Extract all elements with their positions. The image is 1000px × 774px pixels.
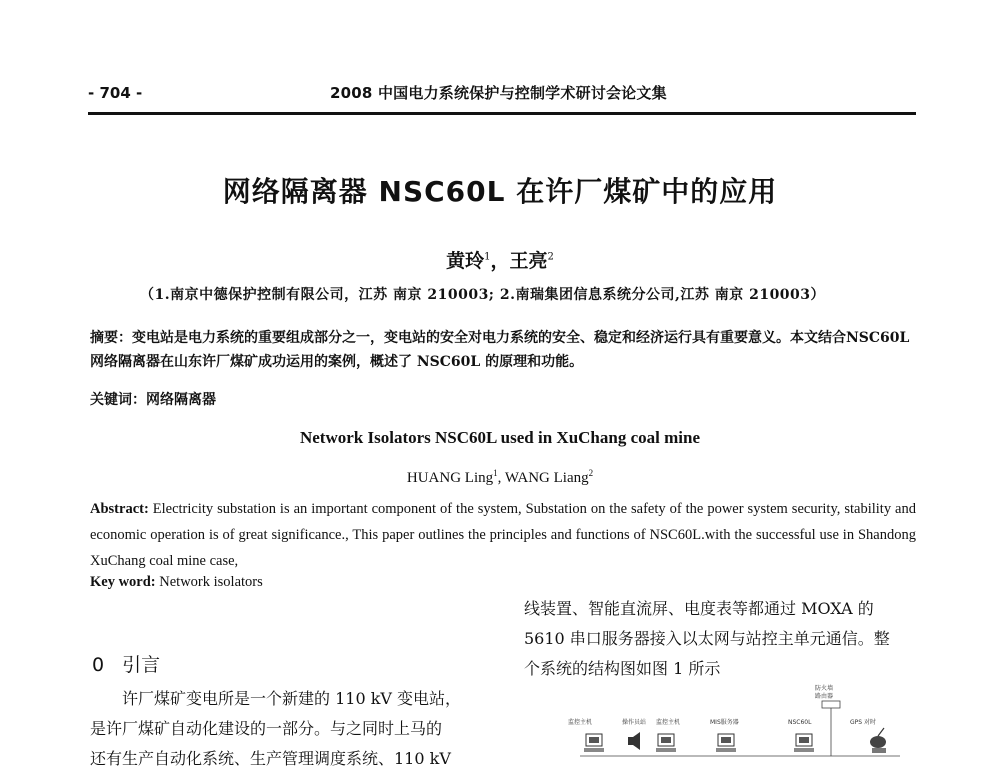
section-heading [92,650,160,677]
affiliation-marker: 1 [493,468,498,478]
keywords-en [90,574,263,591]
affiliation-cn: （1.南京中德保护控制有限公司，江苏 南京 210003; 2.南瑞集团信息系统分公司,江苏 南京 210003） [140,287,826,303]
author-name: 王亮 [509,250,548,272]
author-name: 黄玲 [446,250,485,272]
keywords-label: 关键词： [90,392,146,408]
figure-label: NSC60L [788,719,812,726]
authors-en [0,468,1000,487]
figure-label: 监控主机 [656,719,681,726]
computer-icon [716,734,736,752]
affiliation-marker: 2 [588,468,594,478]
section-title: 引言 [122,654,161,676]
figure-label: 操作员站 [622,719,647,726]
abstract-text: Electricity substation is an important component of the system, Substation on the safety of the power system security, stability and economic operation is of great significance., This paper outlines the principles and functions of NSC60L.with the successful use in Shandong XuChang coal mine case, [90,501,916,569]
page-number: - 704 - [88,84,143,102]
abstract-cn [90,326,916,374]
system-structure-figure [560,684,916,760]
section-number: 0 [92,654,105,676]
author-separator: , [497,470,505,486]
network-diagram [560,684,916,760]
affiliation-marker: 1 [484,251,491,263]
body-line: 线装置、智能直流屏、电度表等都通过 MOXA 的 [524,599,874,618]
header-rule [88,112,916,115]
figure-label: MIS服务器 [710,719,739,726]
abstract-label: Abstract: [90,501,149,517]
body-line: 5610 串口服务器接入以太网与站控主单元通信。整 [524,629,890,648]
body-column-left [90,684,500,774]
satellite-icon [870,728,886,753]
author-name: HUANG Ling [406,470,494,486]
body-column-right [524,594,916,684]
keywords-label: Key word: [90,574,156,590]
keywords-text: 网络隔离器 [146,392,216,408]
keywords-cn [90,389,216,409]
computer-icon [794,734,814,752]
author-separator: ， [490,250,510,272]
running-header: 2008 中国电力系统保护与控制学术研讨会论文集 [330,84,667,102]
figure-label: GPS 对时 [850,719,876,726]
abstract-en [90,496,916,574]
affiliation-marker: 2 [547,251,554,263]
abstract-text: 变电站是电力系统的重要组成部分之一，变电站的安全对电力系统的安全、稳定和经济运行具有重要意义。本文结合NSC60L 网络隔离器在山东许厂煤矿成功运用的案例，概述了 NSC60L 的原理和功能。 [90,330,910,370]
speaker-icon [628,732,640,750]
body-line: 许厂煤矿变电所是一个新建的 110 kV 变电站， [122,689,462,708]
authors-cn [0,246,1000,273]
body-line: 个系统的结构图如图 1 所示 [524,659,721,678]
author-name: WANG Liang [504,470,589,486]
computer-icon [584,734,604,752]
abstract-label: 摘要： [90,330,132,346]
paper-title-en: Network Isolators NSC60L used in XuChang coal mine [299,428,700,447]
body-line: 是许厂煤矿自动化建设的一部分。与之同时上马的 [90,719,443,738]
body-line: 还有生产自动化系统、生产管理调度系统、110 kV [90,749,451,768]
figure-top-label: 路由器 [815,693,834,700]
figure-label: 监控主机 [568,719,593,726]
computer-icon [656,734,676,752]
keywords-text: Network isolators [155,574,263,590]
paper-title-cn: 网络隔离器 NSC60L 在许厂煤矿中的应用 [222,175,778,208]
figure-top-label: 防火墙 [815,685,834,692]
router-icon [822,701,840,708]
